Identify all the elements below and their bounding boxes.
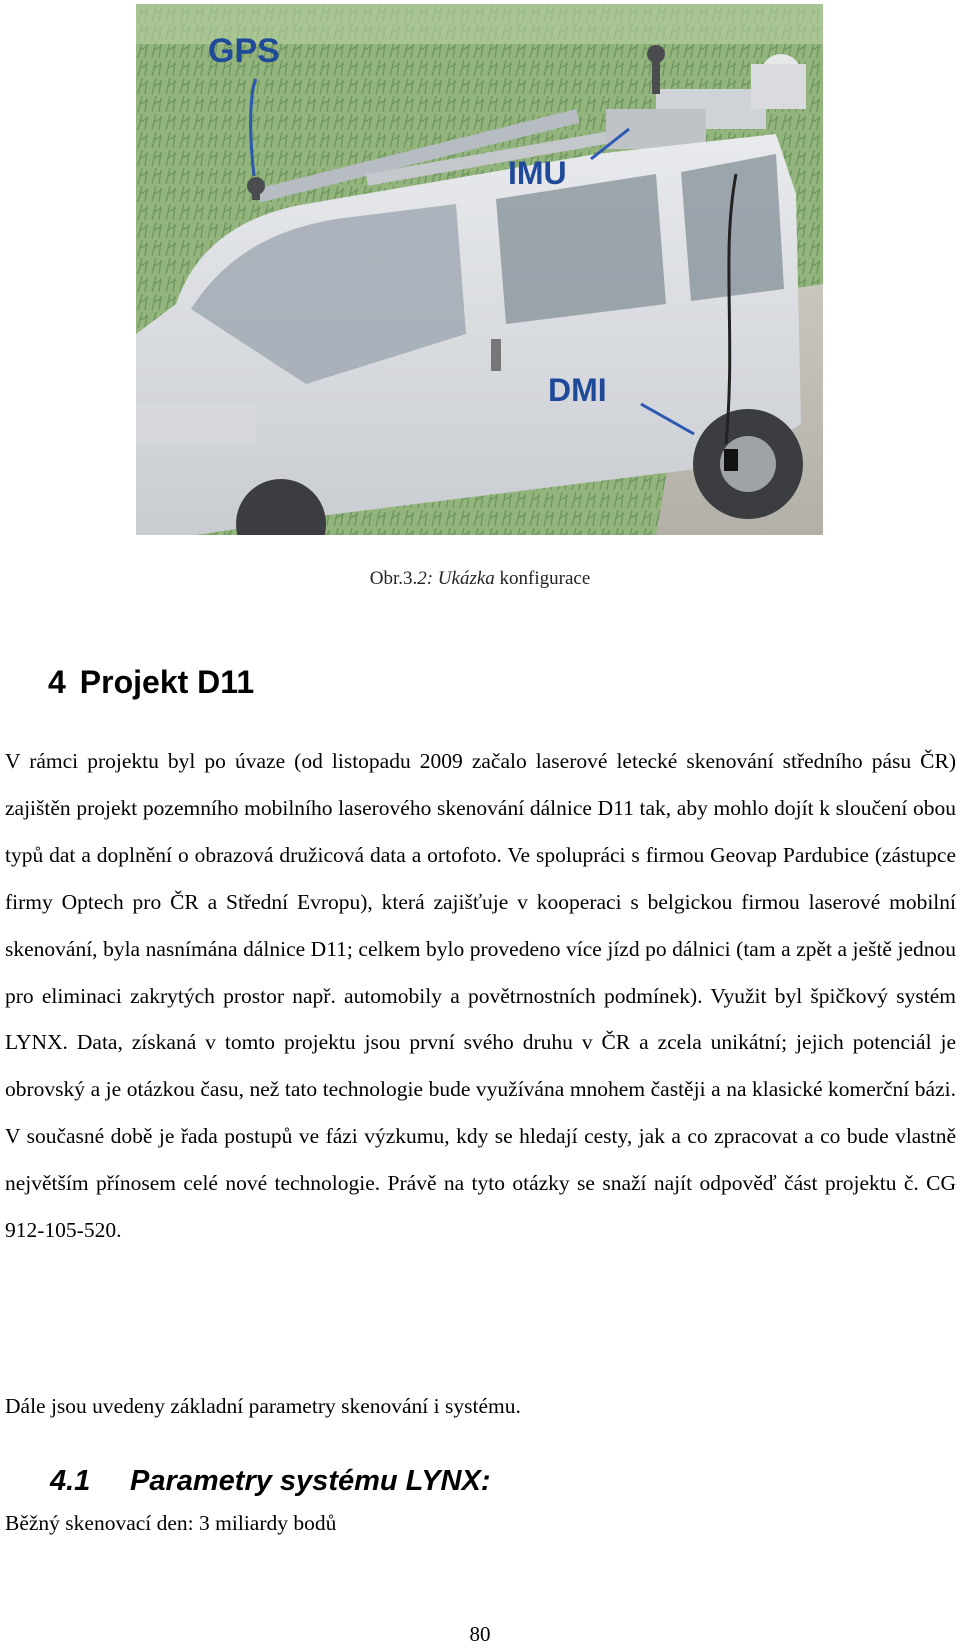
- caption-prefix: Obr.3.: [369, 568, 418, 589]
- body-paragraph-1: V rámci projektu byl po úvaze (od listopadu 2009 začalo laserové letecké skenování středního pásu ČR) zajištěn projekt pozemního mobilního laserového skenování dálnice D11 tak, aby mohlo dojít k sloučení obou typů dat a doplnění o obrazová družicová data a ortofoto. Ve spolupráci s firmou Geovap Pardubice (zástupce firmy Optech pro ČR a Střední Evropu), která zajišťuje v kooperaci s belgickou firmou laserové mobilní skenování, byla nasnímána dálnice D11; celkem bylo provedeno více jízd po dálnici (tam a zpět a ještě jednou pro eliminaci zakrytých prostor např. automobily a povětrnostních podmínek). Využit byl špičkový systém LYNX. Data, získaná v tomto projektu jsou první svého druhu v ČR a zcela unikátní; jejich potenciál je obrovský a je otázkou času, než tato technologie bude využívána mnohem častěji a na klasické komerční bázi. V současné době je řada postupů ve fázi výzkumu, kdy se hledají cesty, jak a co zpracovat a co bude vlastně největším přínosem celé nové technologie. Právě na tyto otázky se snaží najít odpověď část projektu č. CG 912-105-520.: [5, 749, 956, 1243]
- figure-label-gps: GPS: [208, 32, 280, 70]
- subsection-number: 4.1: [50, 1465, 91, 1497]
- section-title: Projekt D11: [79, 664, 255, 700]
- figure-caption: [0, 568, 960, 590]
- section-number: 4: [48, 664, 66, 700]
- figure-label-imu: IMU: [508, 155, 567, 191]
- page-number: 80: [469, 1622, 491, 1646]
- caption-italic: 2: Ukázka: [417, 568, 495, 589]
- body-paragraph-2: Dále jsou uvedeny základní parametry skenování i systému.: [5, 1394, 521, 1418]
- van-photo-illustration: [136, 4, 823, 535]
- section-heading: [48, 664, 254, 701]
- figure-photo-van: [136, 4, 823, 535]
- subsection-title: Parametry systému LYNX:: [130, 1465, 491, 1497]
- subsection-heading: [50, 1465, 491, 1498]
- parameter-line: Běžný skenovací den: 3 miliardy bodů: [5, 1511, 337, 1535]
- caption-rest: konfigurace: [494, 568, 591, 589]
- side-window: [496, 174, 666, 324]
- figure-label-dmi: DMI: [548, 372, 607, 408]
